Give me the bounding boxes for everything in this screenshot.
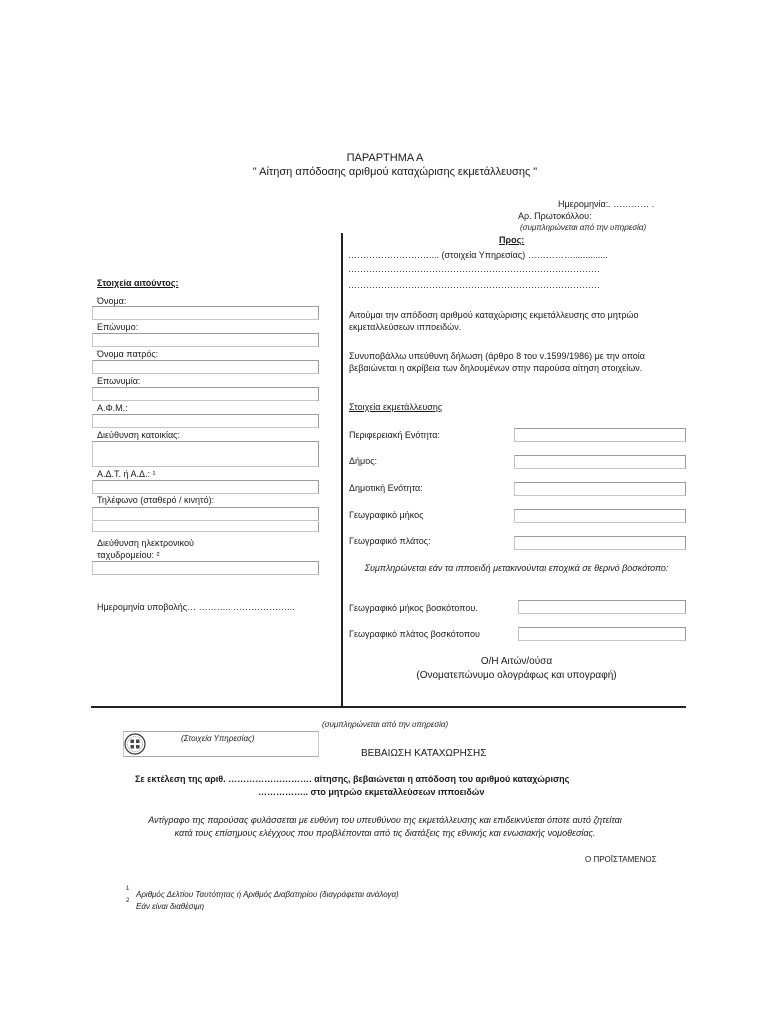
municipality-label: Δήμος: [349,456,378,466]
surname-field[interactable] [92,333,319,347]
municipality-field[interactable] [514,455,686,469]
certification-line-1: Σε εκτέλεση της αριθ. ………………………. αίτησης, βεβαιώνεται η απόδοση του αριθμού καταχώρισης [135,774,570,784]
afm-field[interactable] [92,414,319,428]
recipient-line-2: ………………………………………………………………………… [348,264,600,274]
signer-note: (Ονοματεπώνυμο ολογράφως και υπογραφή) [416,670,617,681]
protocol-note: (συμπληρώνεται από την υπηρεσία) [520,223,647,232]
email-label-line-1: Διεύθυνση ηλεκτρονικού [97,538,194,548]
surname-label: Επώνυμο: [97,322,139,332]
phone-field[interactable] [92,507,319,521]
latitude-label: Γεωγραφικό πλάτος: [349,536,431,546]
filled-by-service-note: (συμπληρώνεται από την υπηρεσία) [322,720,449,729]
municipal-unit-field[interactable] [514,482,686,496]
company-field[interactable] [92,387,319,401]
pasture-latitude-field[interactable] [518,627,686,641]
protocol-label: Αρ. Πρωτοκόλλου: [518,211,592,221]
date-label: Ημερομηνία:. ………… . [558,199,655,209]
signer-label: Ο/Η Αιτών/ούσα [480,656,553,667]
to-label: Προς: [499,235,525,245]
recipient-line-3: ………………………………………………………………………… [348,280,600,290]
page-title: ΠΑΡΑΡΤΗΜΑ Α [346,152,424,164]
id-number-label: Α.Δ.Τ. ή Α.Δ.: ¹ [97,469,156,479]
id-number-field[interactable] [92,480,319,494]
farm-heading: Στοιχεία εκμετάλλευσης [349,402,443,412]
regional-unit-label: Περιφερειακή Ενότητα: [349,430,440,440]
pasture-note: Συμπληρώνεται εάν τα ιπποειδή μετακινούνται εποχικά σε θερινό βοσκότοπο: [364,563,669,573]
father-name-label: Όνομα πατρός: [97,349,159,359]
submission-date: Ημερομηνία υποβολής… ……….. ………………... [97,602,295,612]
name-field[interactable] [92,306,319,320]
pasture-latitude-label: Γεωγραφικό πλάτος βοσκότοπου [349,629,480,639]
footnote-2-mark: 2 [126,898,130,904]
name-label: Όνομα: [97,296,127,306]
address-label: Διεύθυνση κατοικίας: [97,430,180,440]
request-text-1: Αιτούμαι την απόδοση αριθμού καταχώρισης εκμετάλλευσης στο μητρώο εκμεταλλεύσεων ιπποειδών. [349,310,639,332]
pasture-longitude-label: Γεωγραφικό μήκος βοσκότοπου. [349,603,478,613]
applicant-heading: Στοιχεία αιτούντος: [97,278,179,288]
request-text-2: Συνυποβάλλω υπεύθυνη δήλωση (άρθρο 8 του ν.1599/1986) με την οποία βεβαιώνεται η ακρίβεια των δηλουμένων στην παρούσα αίτηση στοιχείων. [349,351,646,373]
latitude-field[interactable] [514,536,686,550]
afm-label: Α.Φ.Μ.: [97,403,128,413]
father-name-field[interactable] [92,360,319,374]
pasture-longitude-field[interactable] [518,600,686,614]
section-divider [91,706,686,708]
regional-unit-field[interactable] [514,428,686,442]
email-field[interactable] [92,561,319,575]
longitude-label: Γεωγραφικό μήκος [349,510,424,520]
head-of-unit: Ο ΠΡΟΪΣΤΑΜΕΝΟΣ [585,855,657,864]
footnote-1-mark: 1 [126,886,130,892]
municipal-unit-label: Δημοτική Ενότητα: [349,483,423,493]
certification-line-2: …………….. στο μητρώο εκμεταλλεύσεων ιπποειδών [258,787,485,797]
longitude-field[interactable] [514,509,686,523]
recipient-line-1: ……………………….... (στοιχεία Υπηρεσίας) …………….............. [348,250,608,260]
page-subtitle: " Αίτηση απόδοσης αριθμού καταχώρισης εκμετάλλευσης " [252,166,538,178]
footnote-2: Εάν είναι διαθέσιμη [136,902,205,911]
copy-note-line-1: Αντίγραφο της παρούσας φυλάσσεται με ευθύνη του υπευθύνου της εκμετάλλευσης και επιδεικνύεται όποτε αυτό ζητείται [148,815,622,825]
copy-note-line-2: κατά τους επίσημους ελέγχους που προβλέπονται από τις διατάξεις της εθνικής και ενωσιακής νομοθεσίας. [174,828,596,838]
certification-title: ΒΕΒΑΙΩΣΗ ΚΑΤΑΧΩΡΗΣΗΣ [361,748,487,759]
company-label: Επωνυμία: [97,376,141,386]
greek-emblem-icon [124,733,146,755]
phone-label: Τηλέφωνο (σταθερό / κινητό): [97,495,215,505]
phone-field-extra[interactable] [92,522,319,532]
address-field[interactable] [92,441,319,467]
service-box-label: (Στοιχεία Υπηρεσίας) [181,734,255,743]
email-label-line-2: ταχυδρομείου: ² [97,550,160,560]
column-divider [341,233,343,707]
footnote-1: Αριθμός Δελτίου Ταυτότητας ή Αριθμός Διαβατηρίου (διαγράφεται ανάλογα) [136,890,399,899]
